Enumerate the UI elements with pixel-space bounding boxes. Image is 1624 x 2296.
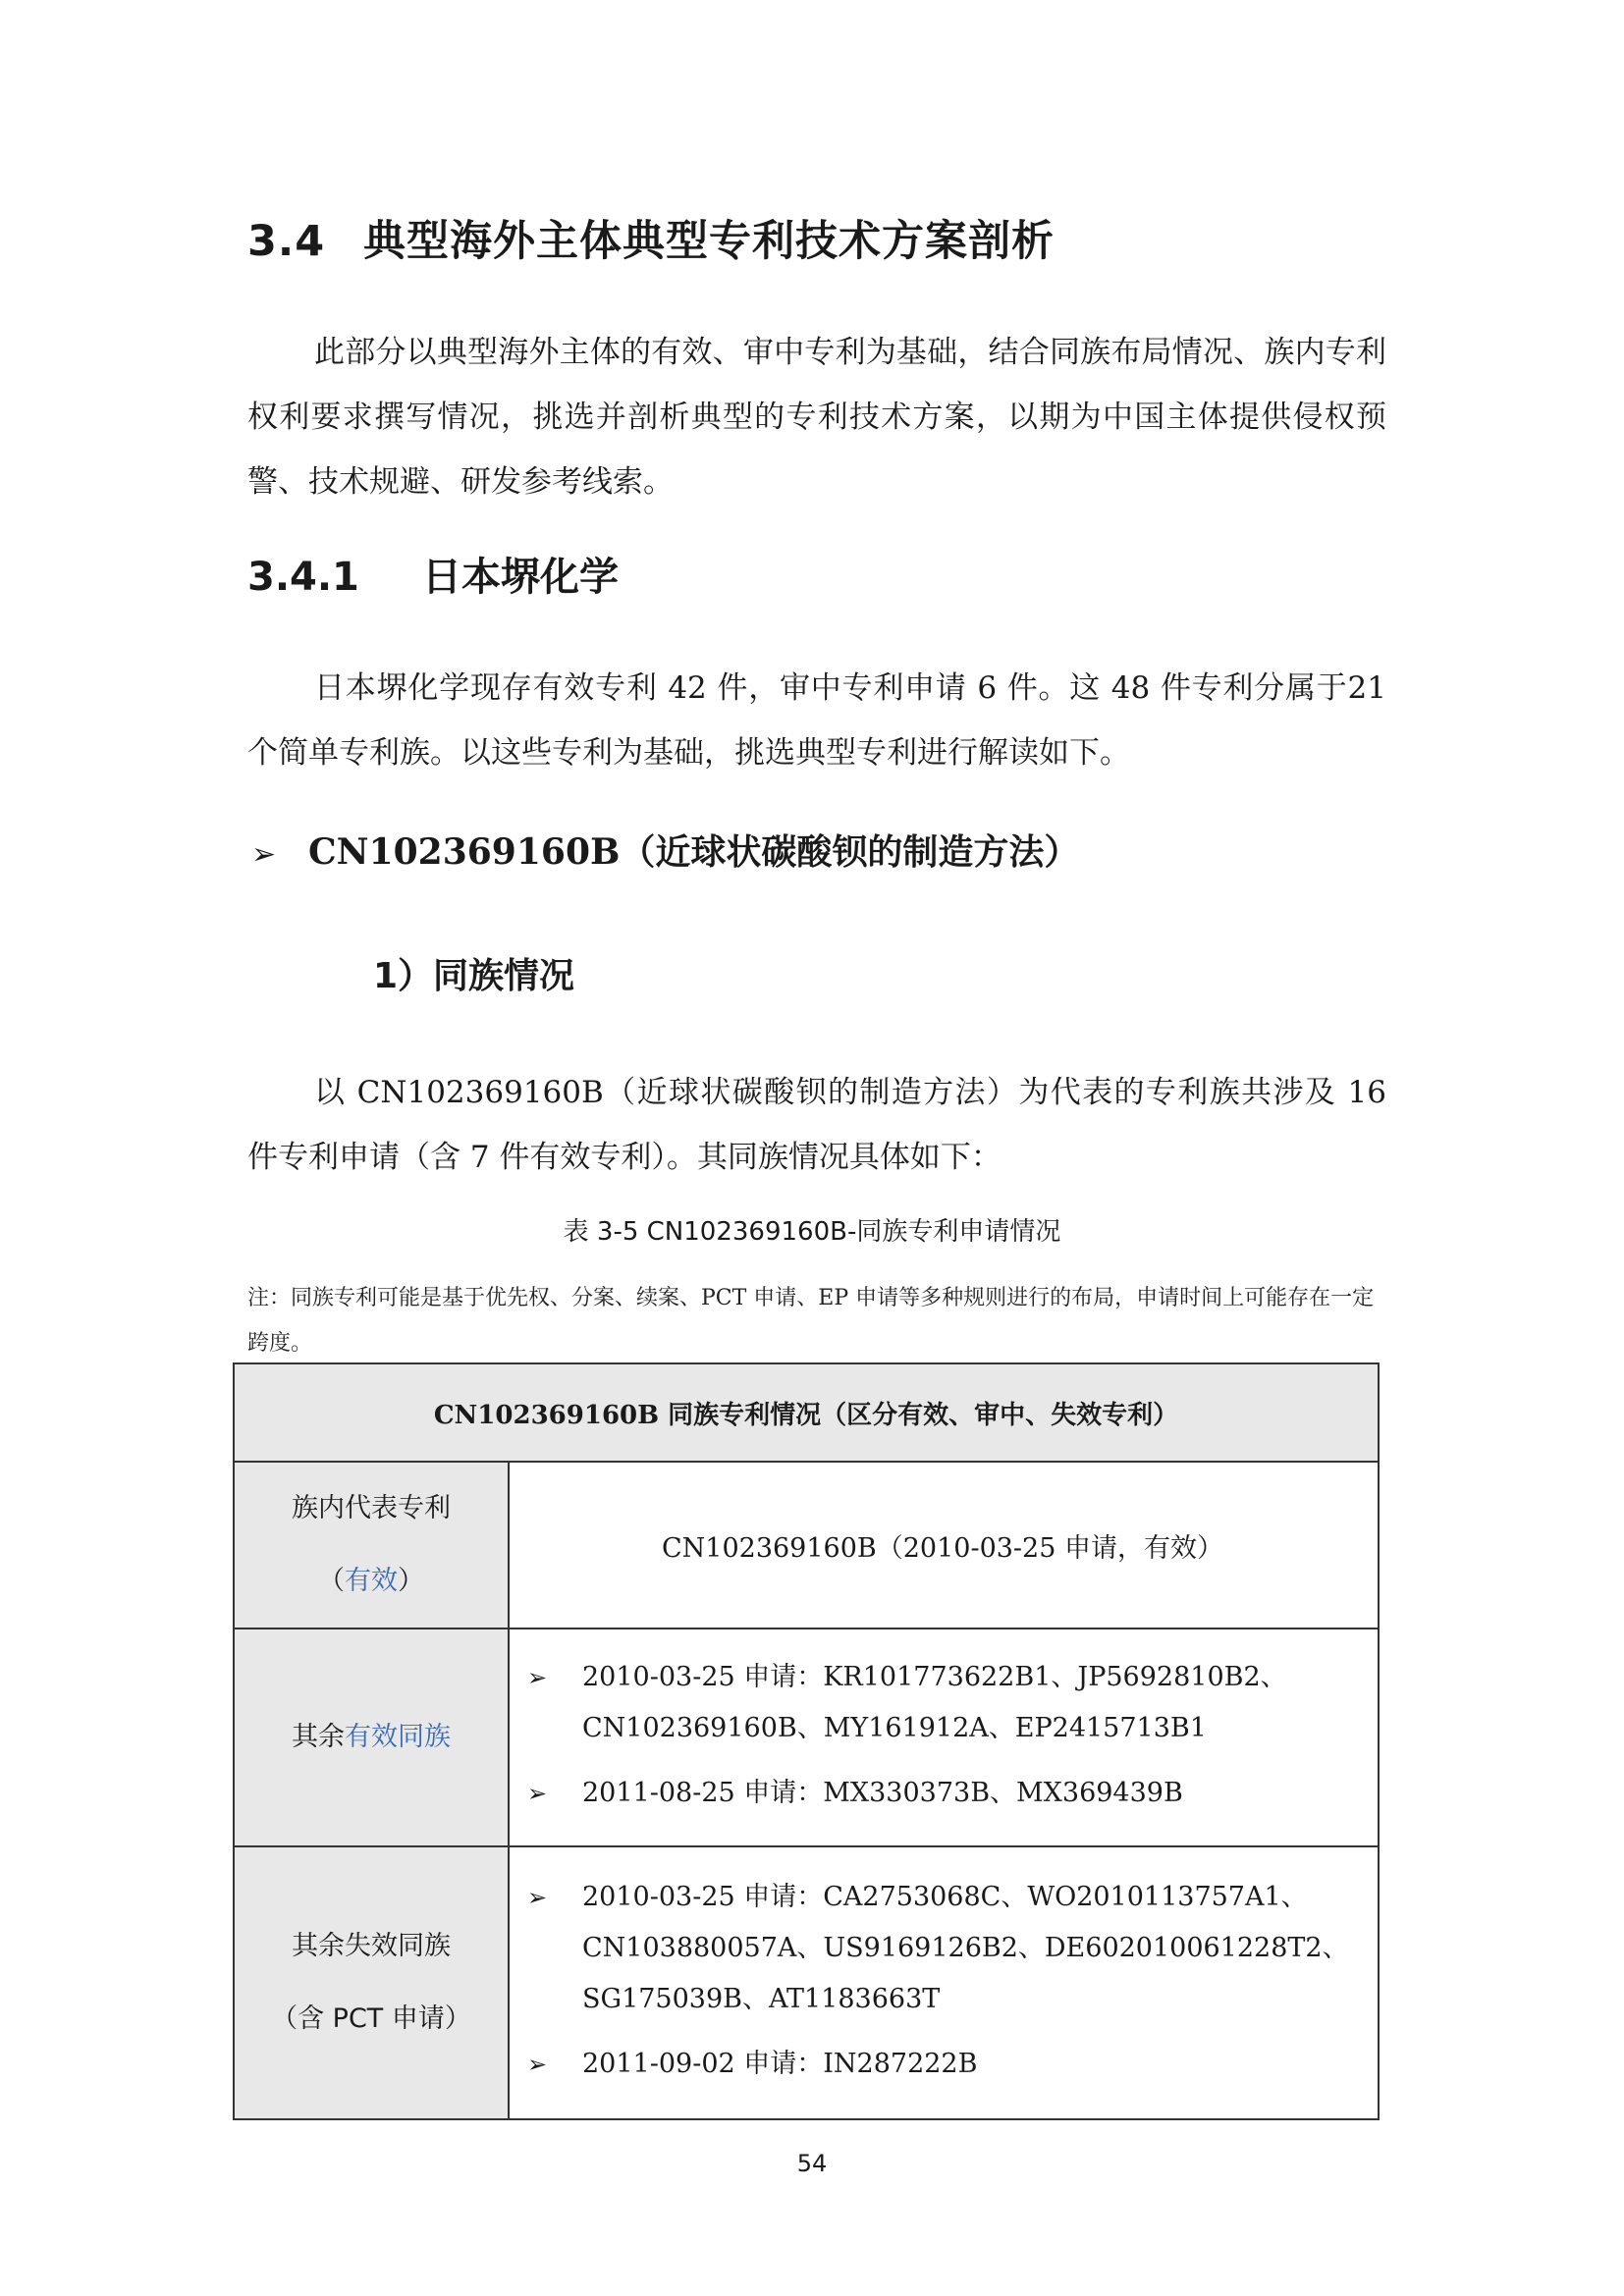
section-title: 典型海外主体典型专利技术方案剖析 bbox=[363, 217, 1055, 266]
row-label: 其余有效同族 bbox=[234, 1629, 509, 1846]
arrow-bullet-icon: ➢ bbox=[527, 1780, 548, 1807]
row-label: 族内代表专利 （有效） bbox=[234, 1462, 509, 1629]
section-number: 3.4 bbox=[247, 217, 326, 266]
table-row bbox=[234, 1462, 1379, 1629]
patent-heading-text: CN102369160B（近球状碳酸钡的制造方法） bbox=[308, 831, 1080, 873]
row-label: 其余失效同族 （含 PCT 申请） bbox=[234, 1846, 509, 2119]
arrow-bullet-icon: ➢ bbox=[527, 2051, 548, 2078]
table-caption: 表 3-5 CN102369160B-同族专利申请情况 bbox=[563, 1217, 1061, 1247]
status-valid-link: 有效 bbox=[345, 1566, 398, 1596]
list-item: ➢ 2011-09-02 申请：IN287222B bbox=[527, 2039, 1358, 2090]
subsection-number: 3.4.1 bbox=[247, 555, 359, 600]
list-item: ➢ 2010-03-25 申请：KR101773622B1、JP5692810B2、CN102369160B、MY161912A、EP2415713B1 bbox=[527, 1652, 1358, 1754]
family-subheading: 1）同族情况 bbox=[373, 956, 575, 996]
subsection-title: 日本堺化学 bbox=[422, 555, 619, 600]
table-row bbox=[234, 1629, 1379, 1846]
valid-family-list bbox=[509, 1629, 1379, 1846]
list-item: ➢ 2011-08-25 申请：MX330373B、MX369439B bbox=[527, 1768, 1358, 1819]
table-note: 注：同族专利可能是基于优先权、分案、续案、PCT 申请、EP 申请等多种规则进行的布局，申请时间上可能存在一定跨度。 bbox=[247, 1286, 1375, 1356]
intro-paragraph: 此部分以典型海外主体的有效、审中专利为基础，结合同族布局情况、族内专利权利要求撰写情况，挑选并剖析典型的专利技术方案，以期为中国主体提供侵权预警、技术规避、研发参考线索。 bbox=[247, 335, 1386, 500]
invalid-family-list bbox=[509, 1846, 1379, 2119]
list-item: ➢ 2010-03-25 申请：CA2753068C、WO2010113757A1、CN103880057A、US9169126B2、DE602010061228T2、SG175039B、AT1183663T bbox=[527, 1872, 1358, 2025]
arrow-bullet-icon: ➢ bbox=[251, 837, 277, 872]
subsection-heading bbox=[247, 546, 619, 602]
arrow-bullet-icon: ➢ bbox=[527, 1884, 548, 1911]
subsection-paragraph: 日本堺化学现存有效专利 42 件，审中专利申请 6 件。这 48 件专利分属于21 个简单专利族。以这些专利为基础，挑选典型专利进行解读如下。 bbox=[247, 670, 1386, 771]
representative-patent: CN102369160B（2010-03-25 申请，有效） bbox=[509, 1462, 1379, 1629]
arrow-bullet-icon: ➢ bbox=[527, 1664, 548, 1691]
table-row bbox=[234, 1846, 1379, 2119]
valid-family-link: 有效同族 bbox=[345, 1722, 451, 1752]
patent-heading bbox=[251, 825, 1079, 875]
table-header: CN102369160B 同族专利情况（区分有效、审中、失效专利） bbox=[234, 1363, 1379, 1462]
page-number: 54 bbox=[796, 2150, 828, 2177]
patent-family-table bbox=[233, 1362, 1380, 2120]
family-paragraph: 以 CN102369160B（近球状碳酸钡的制造方法）为代表的专利族共涉及 16 件专利申请（含 7 件有效专利）。其同族情况具体如下： bbox=[247, 1075, 1386, 1175]
section-heading bbox=[247, 208, 1055, 268]
